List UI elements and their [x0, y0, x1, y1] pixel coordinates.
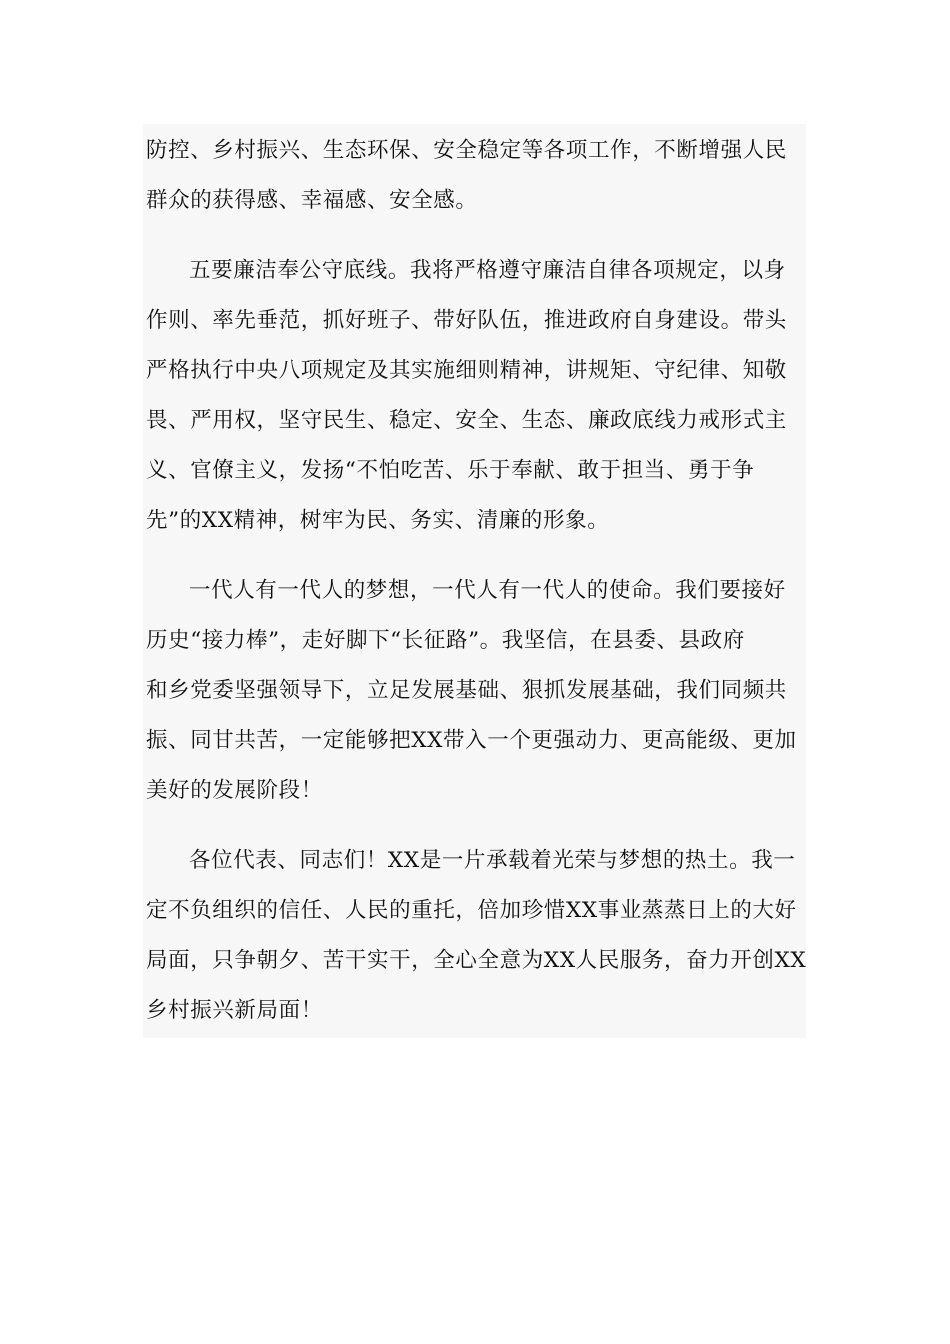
- paragraph-3-line-2: 历史“接力棒”，走好脚下“长征路”。我坚信，在县委、县政府: [146, 628, 745, 653]
- paragraph-4-line-1: 各位代表、同志们！XX是一片承载着光荣与梦想的热土。我一: [189, 848, 796, 873]
- paragraph-4-line-3: 局面，只争朝夕、苦干实干，全心全意为XX人民服务，奋力开创XX: [146, 948, 807, 973]
- paragraph-2-line-4: 畏、严用权，坚守民生、稳定、安全、生态、廉政底线力戒形式主: [146, 408, 787, 433]
- paragraph-2-line-5: 义、官僚主义，发扬“不怕吃苦、乐于奉献、敢于担当、勇于争: [146, 458, 755, 483]
- document-text-block: [143, 124, 806, 1038]
- paragraph-2-line-3: 严格执行中央八项规定及其实施细则精神，讲规矩、守纪律、知敬: [146, 358, 787, 383]
- paragraph-3-line-4: 振、同甘共苦，一定能够把XX带入一个更强动力、更高能级、更加: [146, 728, 797, 753]
- paragraph-4-line-2: 定不负组织的信任、人民的重托，倍加珍惜XX事业蒸蒸日上的大好: [146, 898, 797, 923]
- paragraph-3-line-5: 美好的发展阶段！: [146, 778, 323, 803]
- paragraph-3-line-3: 和乡党委坚强领导下，立足发展基础、狠抓发展基础，我们同频共: [146, 678, 787, 703]
- paragraph-1-line-1: 防控、乡村振兴、生态环保、安全稳定等各项工作，不断增强人民: [146, 138, 787, 163]
- paragraph-2-line-1: 五要廉洁奉公守底线。我将严格遵守廉洁自律各项规定，以身: [189, 258, 786, 283]
- paragraph-2-line-6: 先”的XX精神，树牢为民、务实、清廉的形象。: [146, 508, 610, 533]
- paragraph-1-line-2: 群众的获得感、幸福感、安全感。: [146, 188, 478, 213]
- paragraph-3-line-1: 一代人有一代人的梦想，一代人有一代人的使命。我们要接好: [189, 578, 786, 603]
- paragraph-2-line-2: 作则、率先垂范，抓好班子、带好队伍，推进政府自身建设。带头: [146, 308, 787, 333]
- paragraph-4-line-4: 乡村振兴新局面！: [146, 998, 323, 1023]
